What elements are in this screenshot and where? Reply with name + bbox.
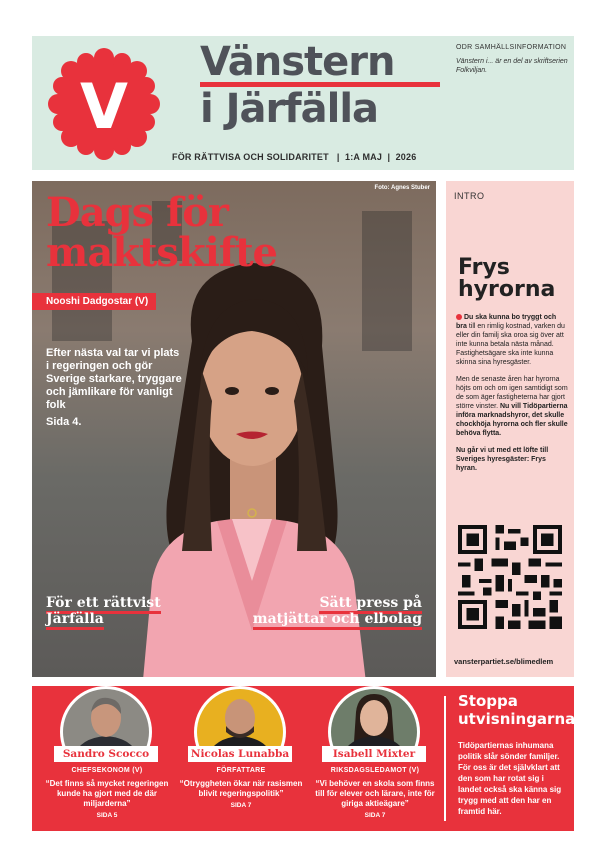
photo-credit: FOTO: AGNES STUBER xyxy=(64,678,115,683)
intro-body xyxy=(456,313,568,481)
person-quote: “Vi behöver en skola som finns till för elever och lärare, inte för giriga aktieägare” SIDA 7 xyxy=(312,779,438,821)
person-quote: “Det finns så mycket regeringen kunde ha gjort med de där miljarderna” SIDA 5 xyxy=(45,779,169,819)
stop-deportations-body: Tidöpartiernas inhumana politik slår sönder familjer. För oss är det självklart att den som har rotat sig i landet också ska känna sig trygg med att den har en framtid här. xyxy=(458,741,562,816)
intro-title xyxy=(458,257,555,301)
person-name: Nicolas Lunabba xyxy=(188,746,292,762)
intro-panel xyxy=(446,181,574,677)
stop-title-line-1: Stoppa xyxy=(458,692,518,710)
masthead-title xyxy=(200,40,440,131)
intro-paragraph-2: Men de senaste åren har hyrorna höjts om och om igen samtidigt som de som äger fastigheterna har gjort större vinster. Nu vill Tidöpartierna införa marknadshyror, det skulle chockhöja hyrorna och fler skulle behöva flytta. xyxy=(456,376,568,437)
intro-paragraph-3: Nu går vi ut med ett löfte till Sveriges hyresgäster: Frys hyran. xyxy=(456,447,549,472)
title-line-1: Vänstern xyxy=(200,39,395,85)
tagline: FÖR RÄTTVISA OCH SOLIDARITET | 1:A MAJ | 2026 xyxy=(172,152,417,162)
title-line-2: i Järfälla xyxy=(200,86,379,132)
vansterpartiet-logo xyxy=(48,48,160,160)
page-ref: SIDA 5 xyxy=(96,812,118,819)
photo-credit: FOTO: ANDRÉ DE LOISTED xyxy=(198,678,258,683)
person-card-sandro-scocco xyxy=(40,678,174,831)
person-role: RIKSDAGSLEDAMOT (V) xyxy=(330,767,420,774)
intro-label: INTRO xyxy=(454,191,485,201)
headline-line-2: maktskifte xyxy=(46,229,277,276)
person-quote: “Otryggheten ökar när rasismen blivit regeringspolitik” SIDA 7 xyxy=(179,779,303,809)
stop-deportations-title xyxy=(458,692,575,728)
person-role: CHEFSEKONOM (V) xyxy=(71,767,143,774)
page-ref: SIDA 7 xyxy=(230,802,252,809)
intro-title-line-2: hyrorna xyxy=(458,277,556,302)
logo-letter: V xyxy=(80,70,128,143)
caption-left-line-1: För ett rättvist xyxy=(46,595,161,614)
bullet-dot-icon xyxy=(456,314,462,320)
headline-line-1: Dags för xyxy=(46,189,228,236)
cover-photo xyxy=(32,181,436,677)
caption-left-line-2: Järfälla xyxy=(46,611,104,630)
portrait-sandro-scocco xyxy=(54,682,158,756)
person-name: Isabell Mixter xyxy=(322,746,426,762)
caption-right-line-1: Sätt press på xyxy=(319,595,422,614)
caption-fair-jarfalla xyxy=(46,595,161,627)
membership-link[interactable]: vansterpartiet.se/blimedlem xyxy=(454,657,554,666)
caption-press-companies xyxy=(253,595,422,627)
photo-credit: Foto: Agnes Stuber xyxy=(374,185,430,191)
person-card-isabell-mixter xyxy=(308,678,442,831)
caption-right-line-2: matjättar och elbolag xyxy=(253,611,422,630)
photo-credit: FOTO: AGNES STUBER xyxy=(332,678,383,683)
intro-paragraph-1: Du ska kunna bo tryggt och bra till en rimlig kostnad, varken du eller din familj ska oroa sig över att inte kunna betala nästa månad. Fastighetsägare ska inte kunna skinna sina hyresgäster. xyxy=(456,314,565,366)
person-role: FÖRFATTARE xyxy=(216,767,266,774)
stop-title-line-2: utvisningarna xyxy=(458,710,576,728)
portrait-isabell-mixter xyxy=(322,682,426,756)
info-description: Vänstern i... är en del av skriftserien Folkviljan. xyxy=(456,58,568,74)
name-tag: Nooshi Dadgostar (V) xyxy=(32,293,156,310)
featured-people-strip xyxy=(32,678,576,831)
intro-title-line-1: Frys xyxy=(458,255,510,280)
masthead xyxy=(32,36,574,170)
lead-page-ref: Sida 4. xyxy=(46,416,82,428)
divider xyxy=(444,696,446,821)
lead-text: Efter nästa val tar vi plats i regeringen och gör Sverige starkare, tryggare och jämlikare för vanligt folk xyxy=(46,347,182,411)
page-ref: SIDA 7 xyxy=(364,812,386,819)
portrait-nicolas-lunabba xyxy=(188,682,292,756)
qr-code-icon[interactable] xyxy=(458,525,562,629)
cover-lead xyxy=(46,347,184,429)
info-label: ODR SAMHÄLLSINFORMATION xyxy=(456,44,567,51)
cover-headline xyxy=(46,189,277,276)
person-card-nicolas-lunabba xyxy=(174,678,308,831)
person-name: Sandro Scocco xyxy=(54,746,158,762)
header-info xyxy=(456,44,568,75)
